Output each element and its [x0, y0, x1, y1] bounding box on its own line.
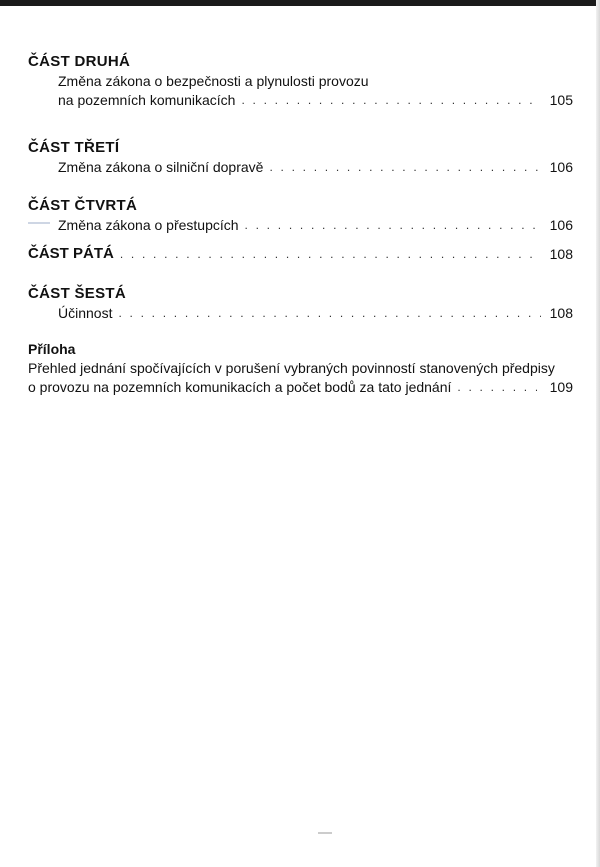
toc-entry[interactable]	[28, 91, 573, 110]
dot-leader	[245, 216, 541, 235]
scan-right-edge	[596, 0, 600, 867]
toc-entry[interactable]	[28, 244, 573, 264]
toc-annex	[28, 340, 573, 397]
toc-entry[interactable]	[28, 378, 573, 397]
entry-title: Změna zákona o silniční dopravě	[58, 159, 264, 175]
page-number: 106	[549, 159, 573, 175]
dot-leader	[241, 91, 541, 110]
page-number: 108	[549, 246, 573, 262]
page-number: 109	[549, 379, 573, 395]
toc-entry[interactable]	[28, 158, 573, 177]
scan-top-edge	[0, 0, 600, 6]
annex-title-line1: Přehled jednání spočívajících v porušení vybraných povinností stanovených předpisy	[28, 360, 555, 376]
page-number: 108	[549, 305, 573, 321]
scan-mark	[318, 832, 332, 834]
part-heading: ČÁST PÁTÁ	[28, 245, 114, 262]
table-of-contents	[28, 52, 573, 397]
toc-part-6	[28, 284, 573, 340]
dot-leader	[269, 158, 541, 177]
part-heading: ČÁST TŘETÍ	[28, 139, 120, 156]
page-number: 106	[549, 217, 573, 233]
entry-title: Změna zákona o bezpečnosti a plynulosti provozu	[58, 73, 369, 89]
toc-part-5	[28, 244, 573, 284]
dot-leader	[118, 304, 541, 323]
part-heading: ČÁST DRUHÁ	[28, 53, 131, 70]
dot-leader	[120, 244, 541, 264]
toc-part-2	[28, 52, 573, 138]
dot-leader	[457, 378, 537, 397]
page-number: 105	[549, 92, 573, 108]
toc-entry[interactable]	[28, 304, 573, 323]
entry-title: na pozemních komunikacích	[58, 92, 236, 108]
toc-entry-line1	[28, 72, 573, 91]
entry-title: Účinnost	[58, 305, 113, 321]
part-heading: ČÁST ČTVRTÁ	[28, 197, 138, 214]
annex-heading: Příloha	[28, 341, 76, 357]
entry-title: Změna zákona o přestupcích	[58, 217, 239, 233]
part-heading: ČÁST ŠESTÁ	[28, 285, 127, 302]
annex-title-line2: o provozu na pozemních komunikacích a počet bodů za tato jednání	[28, 379, 452, 395]
toc-entry[interactable]	[28, 216, 573, 235]
toc-part-4	[28, 196, 573, 244]
toc-part-3	[28, 138, 573, 196]
